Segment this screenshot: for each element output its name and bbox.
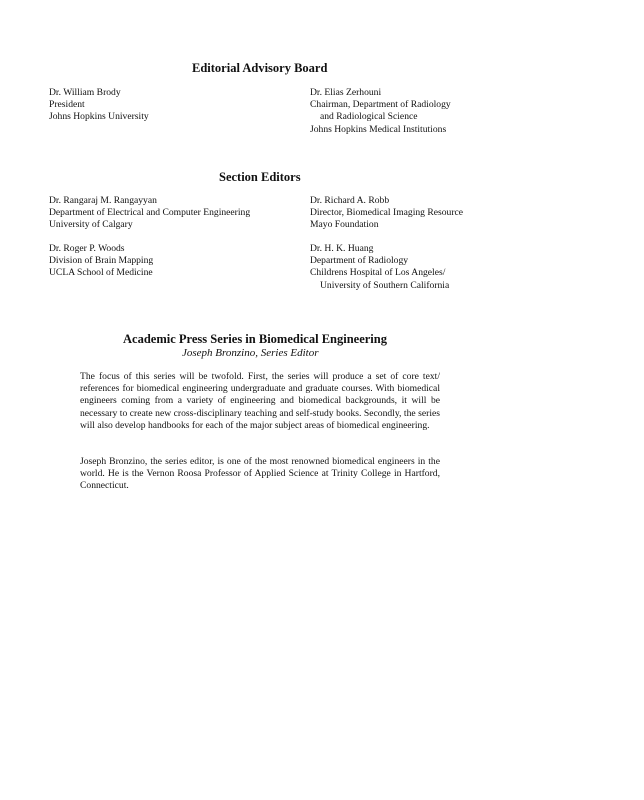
editor-name: Dr. H. K. Huang bbox=[310, 243, 374, 254]
member-title: Chairman, Department of Radiology bbox=[310, 99, 451, 111]
section-editor-3 bbox=[49, 243, 153, 280]
advisory-member-left bbox=[49, 87, 149, 124]
editor-institution: Childrens Hospital of Los Angeles/ bbox=[310, 267, 446, 279]
member-name: Dr. William Brody bbox=[49, 87, 121, 98]
editor-institution-continued: University of Southern California bbox=[320, 279, 450, 291]
section-editor-2 bbox=[310, 195, 463, 232]
editor-name: Dr. Roger P. Woods bbox=[49, 243, 125, 254]
advisory-board-heading: Editorial Advisory Board bbox=[192, 61, 328, 75]
series-description-paragraph: The focus of this series will be twofold. First, the series will produce a set of core text/ references for biomedical engineering undergraduate and graduate courses. With biomedical engineers coming from a variety of engineering and biomedical backgrounds, it will be necessary to create new cross-disciplinary teaching and self-study books. Secondly, the series will also develop handbooks for each of the major subject areas of biomedical engineering. bbox=[80, 371, 440, 431]
editor-name: Dr. Rangaraj M. Rangayyan bbox=[49, 195, 157, 206]
member-title: President bbox=[49, 99, 85, 111]
series-editor: Joseph Bronzino, Series Editor bbox=[182, 347, 319, 359]
editor-institution: Mayo Foundation bbox=[310, 219, 379, 231]
editor-department: Department of Radiology bbox=[310, 255, 409, 267]
member-affiliation: Johns Hopkins Medical Institutions bbox=[310, 123, 447, 135]
member-title-continued: and Radiological Science bbox=[320, 111, 418, 123]
section-editor-1 bbox=[49, 195, 250, 232]
series-title: Academic Press Series in Biomedical Engineering bbox=[123, 332, 387, 346]
section-editor-4 bbox=[310, 243, 449, 292]
editor-department: Director, Biomedical Imaging Resource bbox=[310, 207, 464, 219]
editor-institution: UCLA School of Medicine bbox=[49, 267, 153, 279]
series-editor-bio-paragraph: Joseph Bronzino, the series editor, is one of the most renowned biomedical engineers in the world. He is the Vernon Roosa Professor of Applied Science at Trinity College in Hartford, Connecticut. bbox=[80, 456, 440, 492]
editor-department: Division of Brain Mapping bbox=[49, 255, 154, 267]
editor-department: Department of Electrical and Computer Engineering bbox=[49, 207, 251, 219]
editor-institution: University of Calgary bbox=[49, 219, 133, 231]
member-affiliation: Johns Hopkins University bbox=[49, 111, 149, 123]
editor-name: Dr. Richard A. Robb bbox=[310, 195, 390, 206]
member-name: Dr. Elias Zerhouni bbox=[310, 87, 382, 98]
section-editors-heading: Section Editors bbox=[219, 170, 301, 184]
advisory-member-right bbox=[310, 87, 451, 136]
